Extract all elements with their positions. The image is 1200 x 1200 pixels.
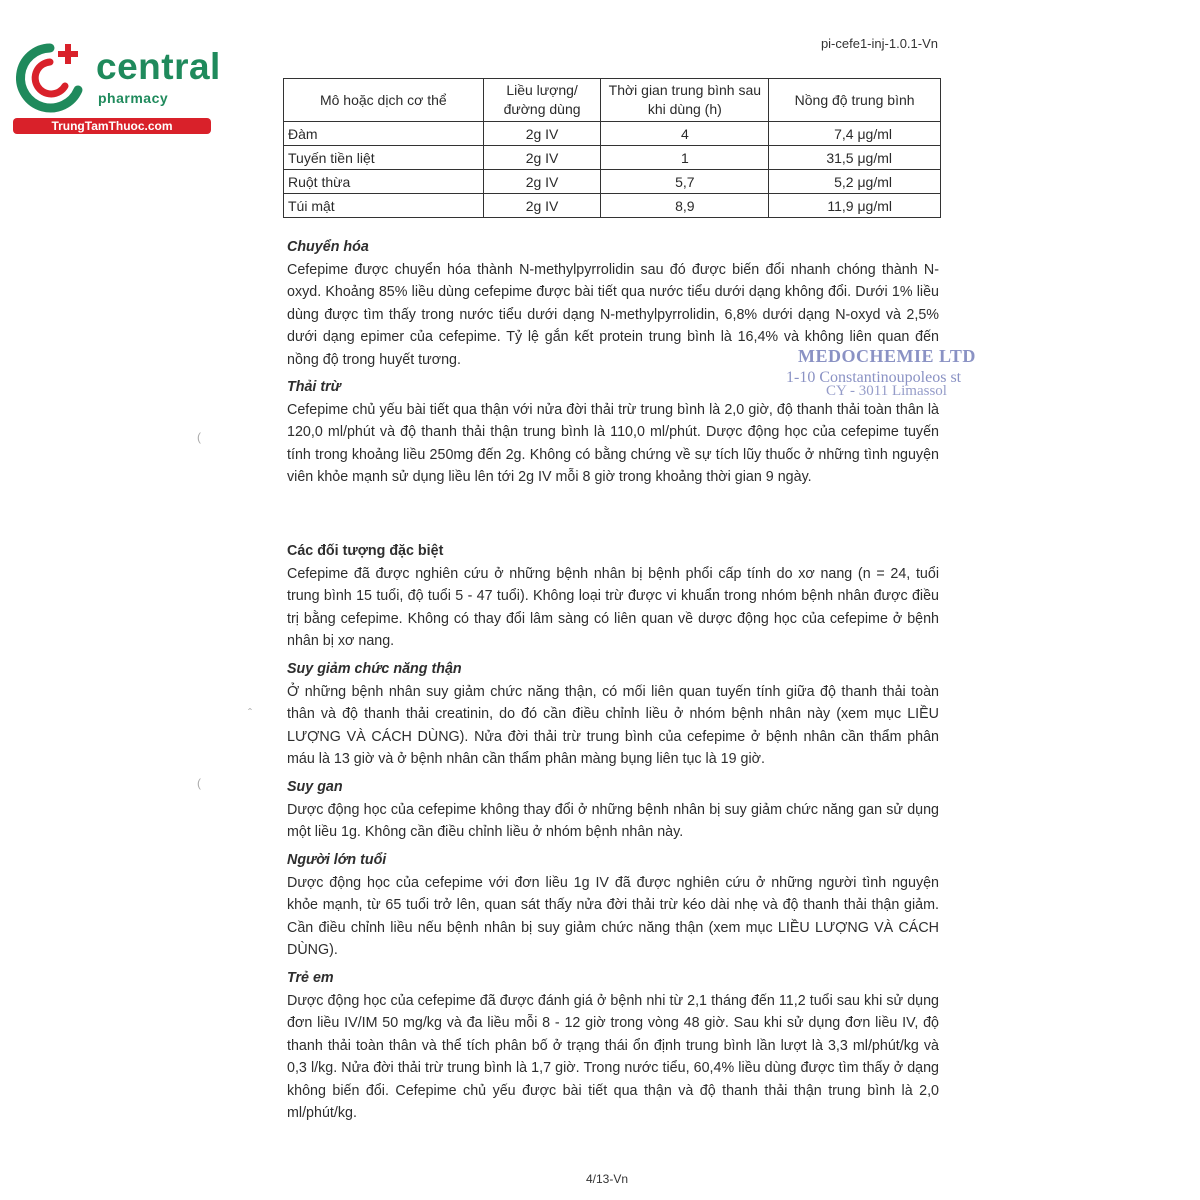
logo-banner: TrungTamThuoc.com xyxy=(13,118,211,134)
stamp-company-name: MEDOCHEMIE LTD xyxy=(798,346,976,366)
section-hepatic-impairment xyxy=(287,776,939,844)
table-cell: 7,4 μg/ml xyxy=(769,122,941,146)
column-header: Mô hoặc dịch cơ thể xyxy=(284,79,484,122)
section-heading: Người lớn tuổi xyxy=(287,852,387,868)
document-code: pi-cefe1-inj-1.0.1-Vn xyxy=(820,36,938,51)
table-row xyxy=(284,194,941,218)
column-header: Nồng độ trung bình xyxy=(769,79,941,122)
table-cell: 2g IV xyxy=(483,122,601,146)
section-text: Dược động học của cefepime không thay đổi ở những bệnh nhân bị suy giảm chức năng gan sử dụng một liều 1g. Không cần điều chỉnh liều ở nhóm bệnh nhân này. xyxy=(287,801,939,840)
section-renal-impairment xyxy=(287,658,939,771)
section-pediatrics xyxy=(287,967,939,1125)
table-cell: 11,9 μg/ml xyxy=(769,194,941,218)
table-cell: 5,2 μg/ml xyxy=(769,170,941,194)
table-cell: Ruột thừa xyxy=(284,170,484,194)
section-text: Dược động học của cefepime đã được đánh giá ở bệnh nhi từ 2,1 tháng đến 11,2 tuổi sau khi sử dụng đơn liều IV/IM 50 mg/kg và đa liều mỗi 8 - 12 giờ trong vòng 48 giờ. Sau khi sử dụng đơn liều IV, độ thanh thải toàn thân và thể tích phân bố ở trạng thái ổn định trung bình lần lượt là 3,3 ml/phút/kg và 0,3 l/kg. Nửa đời thải trừ trung bình là 1,7 giờ. Trong nước tiểu, 60,4% liều dùng được tìm thấy ở dạng không biến đổi. Cefepime chủ yếu được bài tiết qua thận và độ thanh thải thận trung bình là 2,0 ml/phút/kg. xyxy=(287,992,939,1121)
column-header: Thời gian trung bình sau khi dùng (h) xyxy=(601,79,769,122)
table-cell: 4 xyxy=(601,122,769,146)
table-cell: Đàm xyxy=(284,122,484,146)
section-text: Cefepime chủ yếu bài tiết qua thận với nửa đời thải trừ trung bình là 2,0 giờ, độ thanh thải toàn thân là 120,0 ml/phút và độ thanh thải thận trung bình là 110,0 ml/phút. Dược động học của cefepime tuyến tính trong khoảng liều 250mg đến 2g. Không có bằng chứng về sự tích lũy thuốc ở những tình nguyện viên khỏe mạnh sử dụng liều lên tới 2g IV mỗi 8 giờ trong khoảng thời gian 9 ngày. xyxy=(287,401,939,485)
table-cell: 2g IV xyxy=(483,170,601,194)
table-row xyxy=(284,170,941,194)
section-heading: Thải trừ xyxy=(287,379,341,395)
tissue-concentration-table xyxy=(283,78,941,218)
section-heading: Chuyển hóa xyxy=(287,239,369,255)
table-cell: 8,9 xyxy=(601,194,769,218)
table-cell: 2g IV xyxy=(483,194,601,218)
pharmacy-logo-icon xyxy=(10,38,90,118)
central-pharmacy-logo[interactable] xyxy=(10,38,221,138)
section-text: Cefepime được chuyển hóa thành N-methylpyrrolidin sau đó được biến đổi nhanh chóng thành N-oxyd. Khoảng 85% liều dùng cefepime được bài tiết qua nước tiểu dưới dạng không đổi. Dưới 1% liều dùng được tìm thấy trong nước tiểu dưới dạng N-methylpyrrolidin, 6,8% dưới dạng N-oxyd và 2,5% dưới dạng epimer của cefepime. Tỷ lệ gắn kết protein trung bình là 16,4% và không liên quan đến nồng độ trong huyết tương. xyxy=(287,261,939,368)
section-heading: Trẻ em xyxy=(287,970,334,986)
stamp-address: 1-10 Constantinoupoleos st xyxy=(786,369,962,386)
company-stamp xyxy=(786,346,976,400)
column-header: Liều lượng/ đường dùng xyxy=(483,79,601,122)
table-cell: 31,5 μg/ml xyxy=(769,146,941,170)
table-row xyxy=(284,122,941,146)
scan-mark: ( xyxy=(197,430,201,444)
logo-subtitle: pharmacy xyxy=(98,90,169,106)
section-special-populations xyxy=(287,540,939,653)
page-number: 4/13-Vn xyxy=(586,1172,629,1186)
table-cell: 1 xyxy=(601,146,769,170)
stamp-city: CY - 3011 Limassol xyxy=(826,383,947,399)
section-text: Ở những bệnh nhân suy giảm chức năng thận, có mối liên quan tuyến tính giữa độ thanh thải toàn thân và độ thanh thải creatinin, do đó cần điều chỉnh liều ở nhóm bệnh nhân này (xem mục LIỀU LƯỢNG VÀ CÁCH DÙNG). Nửa đời thải trừ trung bình của cefepime ở bệnh nhân cần thẩm phân máu là 13 giờ và ở bệnh nhân cần thẩm phân màng bụng liên tục là 19 giờ. xyxy=(287,683,939,767)
section-text: Dược động học của cefepime với đơn liều 1g IV đã được nghiên cứu ở những người tình nguyện khỏe mạnh, từ 65 tuổi trở lên, quan sát thấy nửa đời thải trừ kéo dài nhẹ và độ thanh thải thận giảm. Cần điều chỉnh liều nếu bệnh nhân bị suy giảm chức năng thận (xem mục LIỀU LƯỢNG VÀ CÁCH DÙNG). xyxy=(287,874,939,958)
table-cell: 2g IV xyxy=(483,146,601,170)
section-heading: Các đối tượng đặc biệt xyxy=(287,543,444,559)
scan-mark: ( xyxy=(197,776,201,790)
section-elderly xyxy=(287,849,939,962)
section-heading: Suy gan xyxy=(287,779,343,795)
section-heading: Suy giảm chức năng thận xyxy=(287,661,462,677)
section-text: Cefepime đã được nghiên cứu ở những bệnh nhân bị bệnh phổi cấp tính do xơ nang (n = 24, tuổi trung bình 15 tuổi, độ tuổi 5 - 47 tuổi). Không loại trừ được vi khuẩn trong nhóm bệnh nhân được điều trị bằng cefepime. Không có thay đổi lâm sàng có liên quan về dược động học của cefepime ở bệnh nhân bị xơ nang. xyxy=(287,565,939,649)
table-cell: 5,7 xyxy=(601,170,769,194)
logo-wordmark: central xyxy=(96,46,221,87)
table-row xyxy=(284,146,941,170)
scan-mark: ˆ xyxy=(248,706,252,720)
table-cell: Tuyến tiền liệt xyxy=(284,146,484,170)
table-header-row xyxy=(284,79,941,122)
table-cell: Túi mật xyxy=(284,194,484,218)
